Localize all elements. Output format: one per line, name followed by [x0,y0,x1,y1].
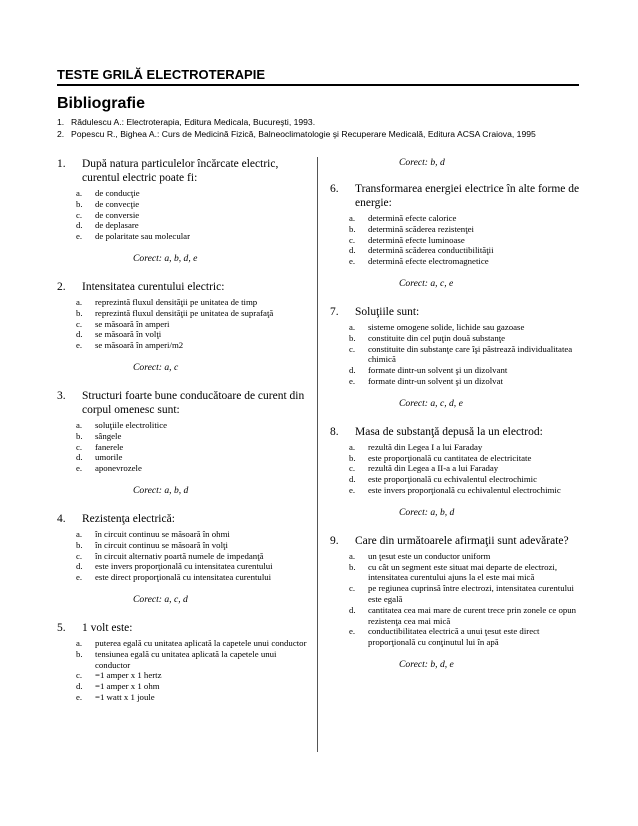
option-text: se măsoară în volţi [95,329,162,340]
title-underline [57,84,579,86]
option-item [57,638,309,649]
option-letter: c. [349,343,356,354]
option-text: fanerele [95,441,124,452]
question-text: După natura particulelor încărcate electric, curentul electric poate fi: [82,158,279,184]
option-letter: c. [76,550,83,561]
option-item [330,245,582,256]
answer-key: Corect: b, d, e [399,658,454,670]
option-letter: a. [76,637,83,648]
option-letter: d. [76,220,83,231]
option-text: =1 amper x 1 hertz [95,670,162,681]
bibliography-list [57,117,580,140]
option-item [330,463,582,474]
option-text: de deplasare [95,220,139,231]
option-letter: e. [349,484,356,495]
question-block [57,389,309,497]
option-letter: e. [76,231,83,242]
option-text: cu cât un segment este situat mai departe de electrozi, intensitatea curentului ajuns la el este mai mică [368,561,558,583]
option-text: de polaritate sau molecular [95,231,191,242]
answer-key: Corect: a, c, d, e [399,397,463,409]
question-number: 7. [330,305,339,318]
option-letter: a. [76,296,83,307]
option-letter: c. [76,318,83,329]
option-letter: c. [349,583,356,594]
answer-key: Corect: a, c, d [133,593,188,605]
option-text: sângele [95,430,122,441]
option-item [330,626,582,648]
option-item [330,333,582,344]
option-text: pe regiunea cuprinsă între electrozi, intensitatea curentului este egală [368,583,574,604]
option-item [57,442,309,453]
option-letter: b. [76,307,83,318]
option-letter: b. [349,561,356,572]
question-stem [330,305,582,319]
option-letter: b. [76,539,83,550]
bibliography-heading: Bibliografie [57,95,146,112]
option-item [330,485,582,496]
option-letter: d. [349,365,356,376]
answer-key: Corect: a, b, d, e [133,252,198,264]
bibliography-entry-text: Popescu R., Bighea A.: Curs de Medicină Fizică, Balneoclimatologie şi Recuperare Medicală, Editura ACSA Craiova, 1995 [71,128,536,139]
option-item [330,562,582,584]
question-number: 5. [57,621,66,634]
option-item [57,340,309,351]
option-item [57,452,309,463]
option-item [330,322,582,333]
option-item [330,605,582,627]
option-text: umorile [95,452,123,463]
option-text: în circuit continuu se măsoară în ohmi [95,528,230,539]
option-letter: a. [349,321,356,332]
bibliography-entry-number: 1. [57,117,65,127]
question-block [330,534,582,671]
option-letter: a. [76,419,83,430]
option-letter: c. [349,234,356,245]
question-block [57,621,309,703]
answer-key: Corect: b, d [399,157,445,168]
option-item [330,453,582,464]
question-number: 2. [57,280,66,293]
option-item [57,319,309,330]
option-item [57,529,309,540]
question-stem [330,182,582,210]
question-text: Intensitatea curentului electric: [82,280,225,293]
option-text: determină efecte electromagnetice [368,256,489,267]
option-text: reprezintă fluxul densităţii pe unitatea de timp [95,296,258,307]
option-letter: e. [349,626,356,637]
option-text: este invers proporţională cu intensitatea curentului [95,561,273,572]
option-text: în circuit alternativ poartă numele de impedanţă [95,550,264,561]
bibliography-entry [57,129,580,141]
option-item [330,256,582,267]
option-item [57,329,309,340]
option-item [57,670,309,681]
option-letter: b. [349,452,356,463]
option-item [330,235,582,246]
bibliography-entry-number: 2. [57,128,65,139]
right-column [330,157,582,671]
option-text: aponevrozele [95,463,142,474]
question-stem [57,512,309,526]
option-letter: b. [76,648,83,659]
question-number: 8. [330,425,339,438]
option-item [57,551,309,562]
page-title: TESTE GRILĂ ELECTROTERAPIE [57,67,266,82]
option-item [57,649,309,671]
question-block [57,512,309,606]
left-column [57,157,309,703]
option-letter: b. [349,332,356,343]
option-item [330,376,582,387]
option-text: rezultă din Legea a II-a a lui Faraday [368,463,499,474]
option-item [57,540,309,551]
answer-key: Corect: a, c, e [399,277,454,289]
option-item [57,210,309,221]
option-letter: b. [76,430,83,441]
option-text: este direct proporţională cu intensitatea curentului [95,572,272,583]
option-text: determină efecte calorice [368,213,457,223]
option-item [57,297,309,308]
option-text: sisteme omogene solide, lichide sau gazoase [368,321,525,332]
answer-key: Corect: a, b, d [399,506,455,518]
option-list [330,442,582,496]
option-letter: d. [349,474,356,485]
option-letter: e. [76,572,83,583]
option-text: =1 amper x 1 ohm [95,681,160,692]
option-item [57,681,309,692]
option-list [57,420,309,474]
option-letter: d. [76,561,83,572]
option-item [330,344,582,366]
option-text: determină scăderea conductibilităţii [368,245,494,256]
option-item [57,308,309,319]
question-number: 6. [330,183,339,195]
option-letter: a. [76,188,83,198]
question-text: Care din următoarele afirmaţii sunt adevărate? [355,534,569,547]
option-letter: e. [349,375,356,386]
option-item [57,572,309,583]
option-text: este invers proporţională cu echivalentul electrochimic [368,484,561,495]
question-number: 1. [57,158,66,170]
option-text: se măsoară în amperi/m2 [95,340,184,351]
option-letter: b. [349,223,356,234]
question-stem [57,157,309,185]
option-text: de conducţie [95,188,140,198]
option-item [57,561,309,572]
option-text: un ţesut este un conductor uniform [368,550,491,561]
option-letter: a. [349,441,356,452]
question-stem [330,534,582,548]
option-text: puterea egală cu unitatea aplicată la capetele unui conductor [95,637,307,648]
option-letter: c. [76,209,83,220]
question-number: 4. [57,512,66,525]
option-letter: a. [76,528,83,539]
answer-key: Corect: a, b, d [133,484,189,496]
option-item [330,442,582,453]
question-number: 3. [57,389,66,402]
option-item [330,213,582,224]
option-list [57,638,309,703]
option-text: cantitatea cea mai mare de curent trece prin zonele ce opun rezistenţa cea mai mică [368,604,577,626]
option-text: rezultă din Legea I a lui Faraday [368,441,483,452]
option-letter: e. [76,340,83,351]
option-text: este proporţională cu echivalentul electrochimic [368,474,538,485]
question-text: Rezistenţa electrică: [82,512,175,525]
option-text: se măsoară în amperi [95,318,170,329]
column-divider [317,157,318,752]
option-letter: a. [349,213,356,223]
option-letter: b. [76,198,83,209]
option-text: constituite din cel puţin două substanţe [368,332,506,343]
option-letter: d. [76,681,83,692]
option-text: constituite din substanţe care îşi păstrează individualitatea chimică [368,343,573,365]
option-item [57,420,309,431]
question-stem [57,280,309,294]
bibliography-entry-text: Rădulescu A.: Electroterapia, Editura Medicala, Bucureşti, 1993. [71,117,316,127]
option-item [330,224,582,235]
question-text: Structuri foarte bune conducătoare de curent din corpul omenesc sunt: [82,389,305,416]
option-list [330,551,582,648]
question-stem [57,621,309,635]
option-letter: e. [76,691,83,702]
option-letter: d. [349,245,356,256]
option-item [57,188,309,199]
option-text: soluţiile electrolitice [95,419,168,430]
option-item [57,692,309,703]
option-text: =1 watt x 1 joule [95,691,155,702]
option-letter: c. [76,670,83,681]
option-text: în circuit continuu se măsoară în volţi [95,539,228,550]
option-list [330,213,582,267]
option-list [330,322,582,387]
option-letter: c. [349,463,356,474]
option-text: de convecţie [95,198,140,209]
question-text: 1 volt este: [82,621,133,634]
option-item [330,474,582,485]
option-text: tensiunea egală cu unitatea aplicată la capetele unui conductor [95,648,277,670]
option-item [57,431,309,442]
option-item [57,199,309,210]
option-letter: d. [76,329,83,340]
option-text: determină scăderea rezistenţei [368,223,474,234]
option-text: conductibilitatea electrică a unui ţesut este direct proporţională cu conţinutul lui în apă [368,626,540,648]
option-item [57,220,309,231]
option-list [57,529,309,583]
option-item [330,551,582,562]
question-block [330,182,582,290]
option-text: reprezintă fluxul densităţii pe unitatea de suprafaţă [95,307,274,318]
option-text: este proporţională cu cantitatea de electricitate [368,452,532,463]
question-number: 9. [330,534,339,547]
option-item [57,463,309,474]
answer-key: Corect: a, c [133,361,179,373]
question-block [330,305,582,410]
option-letter: c. [76,441,83,452]
option-text: de conversie [95,209,140,220]
option-letter: d. [349,604,356,615]
question-text: Masa de substanţă depusă la un electrod: [355,425,543,438]
option-list [57,188,309,242]
question-block [57,157,309,265]
question-block [57,280,309,374]
option-item [330,365,582,376]
option-text: determină efecte luminoase [368,234,465,245]
question-text: Soluţiile sunt: [355,305,420,318]
option-item [330,583,582,605]
option-item [57,231,309,242]
question-stem [330,425,582,439]
option-letter: d. [76,452,83,463]
option-letter: a. [349,550,356,561]
option-letter: e. [76,463,83,474]
option-letter: e. [349,256,356,267]
bibliography-entry [57,117,580,129]
option-text: formate dintr-un solvent şi un dizolvat [368,375,503,386]
question-stem [57,389,309,417]
option-list [57,297,309,351]
question-block [330,425,582,519]
question-text: Transformarea energiei electrice în alte forme de energie: [355,183,580,209]
option-text: formate dintr-un solvent şi un dizolvant [368,365,508,376]
